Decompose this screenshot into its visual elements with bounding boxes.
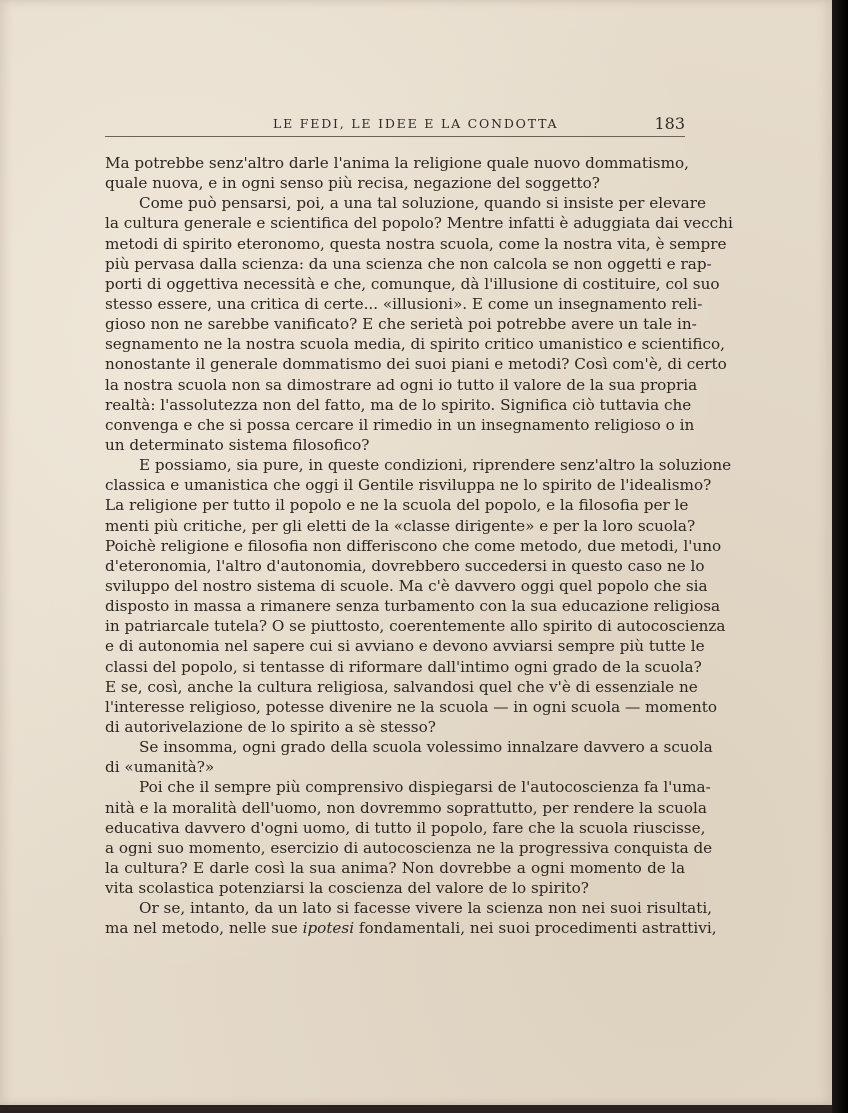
text-line: la cultura generale e scientifica del popolo? Mentre infatti è aduggiata dai vecchi xyxy=(105,214,733,233)
text-line: più pervasa dalla scienza: da una scienza che non calcola se non oggetti e rap- xyxy=(105,254,712,273)
text-segment: fondamentali, nei suoi procedimenti astrattivi, xyxy=(358,919,717,938)
text-line: Poichè religione e filosofia non differiscono che come metodo, due metodi, l'uno xyxy=(105,536,722,555)
page-edge-shadow xyxy=(832,0,848,1113)
text-line: Ma potrebbe senz'altro darle l'anima la religione quale nuovo dommatismo, xyxy=(105,154,689,172)
text-line: classica e umanistica che oggi il Gentile risviluppa ne lo spirito de l'idealismo? xyxy=(105,476,712,495)
text-line: Or se, intanto, da un lato si facesse vivere la scienza non nei suoi risultati, xyxy=(139,899,713,918)
running-head-title: LE FEDI, LE IDEE E LA CONDOTTA xyxy=(273,116,559,131)
text-line: classi del popolo, si tentasse di riformare dall'intimo ogni grado de la scuola? xyxy=(105,657,702,676)
text-line: gioso non ne sarebbe vanificato? E che serietà poi potrebbe avere un tale in- xyxy=(105,315,697,334)
text-line: di «umanità?» xyxy=(105,758,215,777)
text-line: la cultura? E darle così la sua anima? Non dovrebbe a ogni momento de la xyxy=(105,858,685,877)
text-line: Se insomma, ogni grado della scuola volessimo innalzare davvero a scuola xyxy=(139,738,713,757)
text-line: Poi che il sempre più comprensivo dispiegarsi de l'autocoscienza fa l'uma- xyxy=(139,778,711,797)
text-line: realtà: l'assolutezza non del fatto, ma de lo spirito. Significa ciò tuttavia che xyxy=(105,395,692,414)
text-line: quale nuova, e in ogni senso più recisa, negazione del soggetto? xyxy=(105,174,600,193)
italic-word: ipotesi xyxy=(302,919,355,938)
text-line: metodi di spirito eteronomo, questa nostra scuola, come la nostra vita, è sempre xyxy=(105,234,727,253)
text-line: La religione per tutto il popolo e ne la scuola del popolo, e la filosofia per le xyxy=(105,496,689,515)
text-line: porti di oggettiva necessità e che, comunque, dà l'illusione di costituire, col suo xyxy=(105,274,720,293)
text-line: un determinato sistema filosofico? xyxy=(105,435,370,454)
text-line: E se, così, anche la cultura religiosa, salvandosi quel che v'è di essenziale ne xyxy=(105,677,698,696)
text-line: nità e la moralità dell'uomo, non dovremmo soprattutto, per rendere la scuola xyxy=(105,798,707,817)
text-line: segnamento ne la nostra scuola media, di spirito critico umanistico e scientifico, xyxy=(105,335,725,354)
text-line: a ogni suo momento, esercizio di autocoscienza ne la progressiva conquista de xyxy=(105,838,713,857)
text-segment: ma nel metodo, nelle sue xyxy=(105,919,298,938)
text-line: nonostante il generale dommatismo dei suoi piani e metodi? Così com'è, di certo xyxy=(105,355,727,374)
text-line: d'eteronomia, l'altro d'autonomia, dovrebbero succedersi in questo caso ne lo xyxy=(105,556,705,575)
text-line: educativa davvero d'ogni uomo, di tutto il popolo, fare che la scuola riuscisse, xyxy=(105,818,706,837)
text-line: in patriarcale tutela? O se piuttosto, coerentemente allo spirito di autocoscienza xyxy=(105,617,726,636)
body-text xyxy=(105,153,733,938)
text-line: sviluppo del nostro sistema di scuole. Ma c'è davvero oggi quel popolo che sia xyxy=(105,576,708,595)
running-head xyxy=(105,114,685,136)
text-line: convenga e che si possa cercare il rimedio in un insegnamento religioso o in xyxy=(105,415,695,434)
text-line: e di autonomia nel sapere cui si avviano e devono avviarsi sempre più tutte le xyxy=(105,637,705,656)
text-line: di autorivelazione de lo spirito a sè stesso? xyxy=(105,717,436,736)
text-line: E possiamo, sia pure, in queste condizioni, riprendere senz'altro la soluzione xyxy=(139,456,732,475)
text-line-last xyxy=(105,918,717,938)
text-line: disposto in massa a rimanere senza turbamento con la sua educazione religiosa xyxy=(105,597,721,616)
text-line: vita scolastica potenziarsi la coscienza del valore de lo spirito? xyxy=(105,879,589,898)
text-line: la nostra scuola non sa dimostrare ad ogni io tutto il valore de la sua propria xyxy=(105,375,698,394)
text-line: menti più critiche, per gli eletti de la «classe dirigente» e per la loro scuola? xyxy=(105,516,696,535)
page-number: 183 xyxy=(654,114,685,133)
text-line: l'interesse religioso, potesse divenire ne la scuola — in ogni scuola — momento xyxy=(105,697,717,716)
text-line: stesso essere, una critica di certe... «illusioni». E come un insegnamento reli- xyxy=(105,294,703,313)
text-line: Come può pensarsi, poi, a una tal soluzione, quando si insiste per elevare xyxy=(139,194,706,213)
header-rule xyxy=(105,136,685,137)
